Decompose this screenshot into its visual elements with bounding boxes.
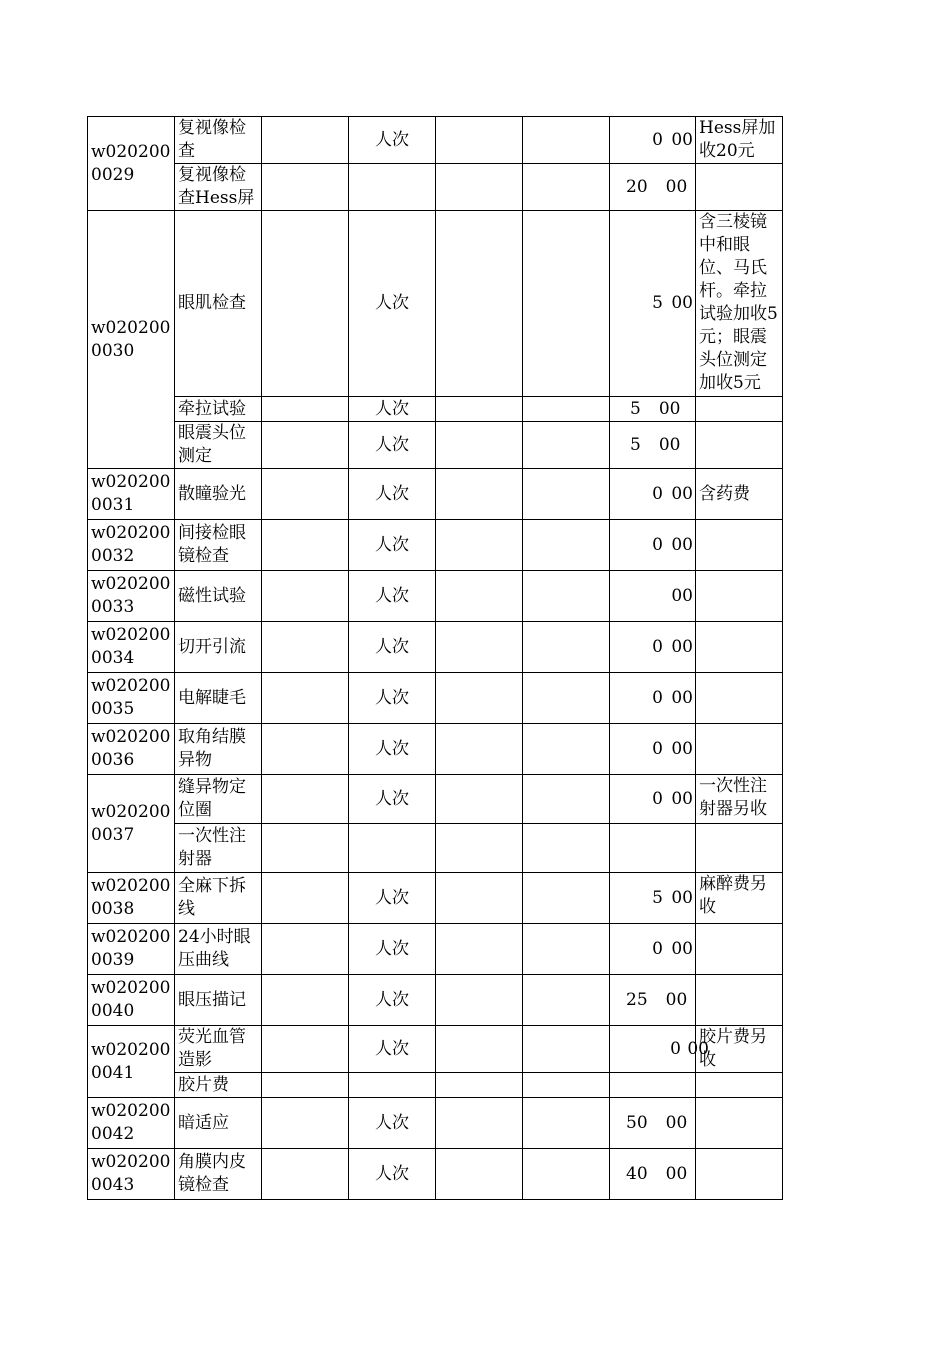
price-decimal: 00 (671, 483, 693, 504)
price-decimal: 00 (671, 887, 693, 908)
empty-cell (436, 673, 523, 724)
item-code: w0202000038 (88, 873, 175, 924)
price-decimal: 00 (687, 1038, 709, 1059)
item-price (610, 164, 696, 211)
item-name: 切开引流 (175, 622, 262, 673)
price-integer: 0 (652, 788, 663, 809)
item-unit: 人次 (349, 873, 436, 924)
price-integer: 0 (652, 534, 663, 555)
item-note: Hess屏加收20元 (696, 117, 783, 164)
item-unit: 人次 (349, 397, 436, 422)
item-unit (349, 164, 436, 211)
empty-cell (436, 1073, 523, 1098)
item-note (696, 571, 783, 622)
table-row (88, 622, 783, 673)
empty-cell (523, 1098, 610, 1149)
price-integer: 20 (626, 176, 648, 197)
empty-cell (523, 673, 610, 724)
item-code: w0202000033 (88, 571, 175, 622)
empty-cell (436, 824, 523, 873)
item-note (696, 824, 783, 873)
item-note (696, 164, 783, 211)
empty-cell (262, 824, 349, 873)
item-code: w0202000042 (88, 1098, 175, 1149)
empty-cell (262, 469, 349, 520)
item-name: 暗适应 (175, 1098, 262, 1149)
table-row (88, 975, 783, 1026)
item-note (696, 975, 783, 1026)
price-integer: 40 (626, 1163, 648, 1184)
item-name: 复视像检查Hess屏 (175, 164, 262, 211)
fee-table (87, 116, 783, 1200)
empty-cell (262, 775, 349, 824)
empty-cell (436, 924, 523, 975)
empty-cell (262, 924, 349, 975)
item-name: 24小时眼压曲线 (175, 924, 262, 975)
price-decimal: 00 (671, 636, 693, 657)
price-integer: 25 (626, 989, 648, 1010)
item-code: w0202000030 (88, 211, 175, 469)
item-name: 眼压描记 (175, 975, 262, 1026)
item-price (610, 975, 696, 1026)
table-row (88, 422, 783, 469)
empty-cell (523, 924, 610, 975)
price-integer: 0 (652, 483, 663, 504)
item-note: 麻醉费另收 (696, 873, 783, 924)
empty-cell (523, 422, 610, 469)
empty-cell (523, 724, 610, 775)
item-note (696, 924, 783, 975)
empty-cell (262, 571, 349, 622)
price-decimal: 00 (671, 938, 693, 959)
item-price (610, 1026, 709, 1073)
item-unit: 人次 (349, 571, 436, 622)
item-unit: 人次 (349, 924, 436, 975)
empty-cell (436, 1026, 523, 1073)
item-name: 磁性试验 (175, 571, 262, 622)
table-row (88, 824, 783, 873)
item-name: 眼肌检查 (175, 211, 262, 397)
empty-cell (523, 469, 610, 520)
empty-cell (523, 775, 610, 824)
table-row (88, 873, 783, 924)
price-decimal: 00 (665, 1163, 688, 1184)
item-unit: 人次 (349, 775, 436, 824)
item-code: w0202000040 (88, 975, 175, 1026)
table-row (88, 1149, 783, 1200)
item-unit: 人次 (349, 975, 436, 1026)
item-price (610, 1073, 696, 1098)
item-unit: 人次 (349, 422, 436, 469)
item-unit: 人次 (349, 622, 436, 673)
item-note: 含三棱镜中和眼位、马氏杆。牵拉试验加收5元；眼震头位测定加收5元 (696, 211, 783, 397)
empty-cell (523, 1026, 610, 1073)
table-row (88, 724, 783, 775)
item-note (696, 520, 783, 571)
empty-cell (523, 164, 610, 211)
item-name: 散瞳验光 (175, 469, 262, 520)
empty-cell (523, 1073, 610, 1098)
empty-cell (262, 1026, 349, 1073)
empty-cell (523, 571, 610, 622)
empty-cell (436, 724, 523, 775)
item-price (610, 673, 696, 724)
item-note (696, 397, 783, 422)
empty-cell (262, 117, 349, 164)
item-price (610, 775, 696, 824)
item-price (610, 117, 696, 164)
item-code: w0202000037 (88, 775, 175, 873)
empty-cell (262, 673, 349, 724)
empty-cell (262, 520, 349, 571)
item-unit: 人次 (349, 673, 436, 724)
table-row (88, 924, 783, 975)
empty-cell (523, 520, 610, 571)
item-unit (349, 1073, 436, 1098)
empty-cell (262, 211, 349, 397)
empty-cell (262, 1149, 349, 1200)
price-integer: 5 (630, 398, 641, 419)
empty-cell (262, 1098, 349, 1149)
item-price (610, 1098, 696, 1149)
table-row (88, 520, 783, 571)
item-note (696, 1149, 783, 1200)
price-decimal: 00 (671, 293, 693, 313)
item-unit: 人次 (349, 724, 436, 775)
item-note: 一次性注射器另收 (696, 775, 783, 824)
item-name: 取角结膜异物 (175, 724, 262, 775)
price-integer: 0 (652, 636, 663, 657)
price-decimal: 00 (671, 534, 693, 555)
item-unit (349, 824, 436, 873)
price-integer: 0 (652, 938, 663, 959)
empty-cell (436, 622, 523, 673)
table-row (88, 469, 783, 520)
price-decimal: 00 (671, 788, 693, 809)
price-integer: 5 (630, 434, 641, 455)
item-name: 全麻下拆线 (175, 873, 262, 924)
price-integer: 5 (652, 293, 663, 313)
price-decimal: 00 (665, 989, 688, 1010)
item-name: 一次性注射器 (175, 824, 262, 873)
item-code: w0202000035 (88, 673, 175, 724)
price-integer: 5 (652, 887, 663, 908)
item-note (696, 1073, 783, 1098)
price-decimal: 00 (671, 738, 693, 759)
item-name: 角膜内皮镜检查 (175, 1149, 262, 1200)
empty-cell (436, 975, 523, 1026)
item-price (610, 622, 696, 673)
item-code: w0202000032 (88, 520, 175, 571)
empty-cell (436, 520, 523, 571)
price-decimal: 00 (671, 585, 693, 606)
price-integer: 0 (670, 1038, 681, 1059)
item-code: w0202000029 (88, 117, 175, 211)
item-code: w0202000041 (88, 1026, 175, 1098)
table-row (88, 1073, 783, 1098)
item-unit: 人次 (349, 469, 436, 520)
item-code: w0202000031 (88, 469, 175, 520)
table-row (88, 1026, 783, 1073)
table-row (88, 211, 783, 397)
empty-cell (262, 975, 349, 1026)
item-name: 胶片费 (175, 1073, 262, 1098)
empty-cell (523, 622, 610, 673)
empty-cell (262, 422, 349, 469)
item-price (610, 924, 696, 975)
price-decimal: 00 (671, 687, 693, 708)
empty-cell (262, 397, 349, 422)
table-row (88, 164, 783, 211)
item-note (696, 673, 783, 724)
empty-cell (436, 1149, 523, 1200)
price-integer: 0 (652, 738, 663, 759)
empty-cell (436, 469, 523, 520)
empty-cell (436, 117, 523, 164)
empty-cell (523, 211, 610, 397)
item-name: 荧光血管造影 (175, 1026, 262, 1073)
item-code: w0202000034 (88, 622, 175, 673)
item-price (610, 1149, 696, 1200)
item-note (696, 724, 783, 775)
item-note: 含药费 (696, 469, 783, 520)
item-price (610, 520, 696, 571)
empty-cell (436, 211, 523, 397)
item-unit: 人次 (349, 1149, 436, 1200)
table-row (88, 117, 783, 164)
item-unit: 人次 (349, 1026, 436, 1073)
empty-cell (436, 775, 523, 824)
empty-cell (436, 397, 523, 422)
item-code: w0202000036 (88, 724, 175, 775)
item-code: w0202000043 (88, 1149, 175, 1200)
item-code: w0202000039 (88, 924, 175, 975)
item-price (610, 211, 696, 397)
item-unit: 人次 (349, 520, 436, 571)
price-decimal: 00 (665, 176, 688, 197)
price-decimal: 00 (658, 398, 681, 419)
table-row (88, 1098, 783, 1149)
item-price (610, 724, 696, 775)
price-decimal: 00 (671, 129, 693, 150)
empty-cell (436, 1098, 523, 1149)
empty-cell (436, 422, 523, 469)
item-note (696, 422, 783, 469)
item-name: 牵拉试验 (175, 397, 262, 422)
price-decimal: 00 (665, 1112, 688, 1133)
item-note (696, 1098, 783, 1149)
empty-cell (523, 1149, 610, 1200)
item-name: 缝异物定位圈 (175, 775, 262, 824)
item-price (610, 873, 696, 924)
empty-cell (262, 164, 349, 211)
empty-cell (523, 975, 610, 1026)
price-integer: 0 (652, 129, 663, 150)
item-name: 电解睫毛 (175, 673, 262, 724)
table-row (88, 673, 783, 724)
empty-cell (262, 724, 349, 775)
price-integer: 0 (652, 687, 663, 708)
item-name: 复视像检查 (175, 117, 262, 164)
item-note: 胶片费另收 (696, 1026, 783, 1073)
empty-cell (262, 1073, 349, 1098)
table-row (88, 775, 783, 824)
item-price (610, 469, 696, 520)
empty-cell (523, 824, 610, 873)
price-decimal: 00 (658, 434, 681, 455)
price-integer: 50 (626, 1112, 648, 1133)
empty-cell (262, 622, 349, 673)
table-row (88, 571, 783, 622)
item-price (610, 422, 696, 469)
empty-cell (262, 873, 349, 924)
item-price (610, 824, 696, 873)
item-note (696, 622, 783, 673)
item-unit: 人次 (349, 1098, 436, 1149)
empty-cell (523, 117, 610, 164)
item-unit: 人次 (349, 211, 436, 397)
item-name: 间接检眼镜检查 (175, 520, 262, 571)
item-price (610, 397, 696, 422)
item-unit: 人次 (349, 117, 436, 164)
empty-cell (436, 164, 523, 211)
empty-cell (436, 873, 523, 924)
item-price (610, 571, 696, 622)
table-row (88, 397, 783, 422)
empty-cell (436, 571, 523, 622)
item-name: 眼震头位测定 (175, 422, 262, 469)
empty-cell (523, 397, 610, 422)
empty-cell (523, 873, 610, 924)
